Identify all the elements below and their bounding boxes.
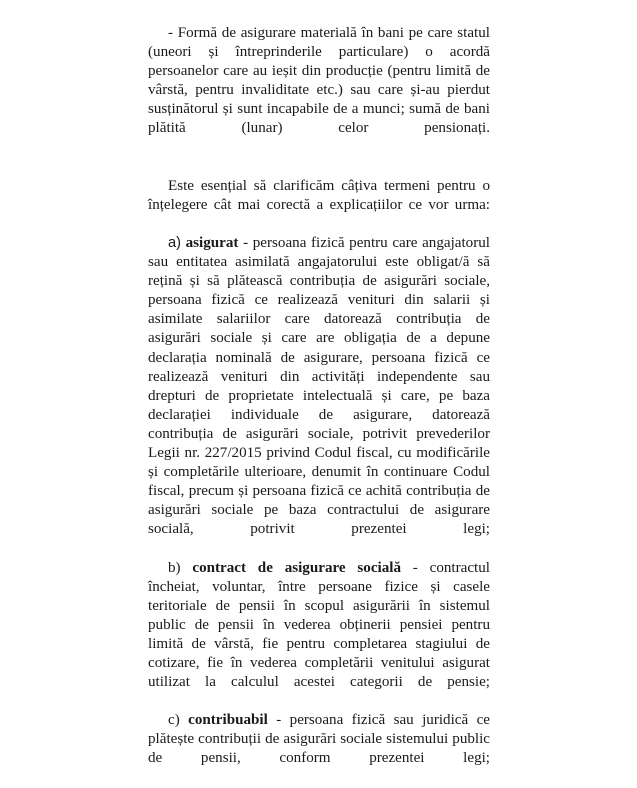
defined-term-contract-de-asigurare-sociala: contract de asigurare socială bbox=[192, 559, 402, 576]
marker-space bbox=[181, 560, 193, 576]
text-column bbox=[148, 24, 490, 788]
defined-term-asigurat: asigurat bbox=[185, 234, 239, 251]
paragraph-item-c bbox=[148, 711, 490, 787]
paragraph-text: persoana fizică sau juridică ce plătește contribuții de asigurări sociale sistemului public de pensii, conform prezentei legi; bbox=[148, 712, 490, 767]
term-separator: - bbox=[238, 234, 253, 251]
list-marker-b: b) bbox=[168, 559, 181, 576]
list-marker-a: a) bbox=[168, 234, 181, 251]
marker-space bbox=[180, 712, 188, 728]
paragraph-clarification-lead bbox=[148, 177, 490, 234]
term-separator: - bbox=[267, 712, 290, 729]
paragraph-text: persoana fizică pentru care angajatorul sau entitatea asimilată angajatorului este obligat/ă să rețină și să plătească contribuția de asigurări sociale, persoana fizică ce realizează venituri din salarii și asimilate salariilor care datorează contribuția de asigurări sociale și care are obligația de a depune declarația nominală de asigurare, persoana fizică ce realizează venituri din activități independente sau drepturi de proprietate intelectuală și care, pe baza declarației individuale de asigurare, datorează contribuția de asigurări sociale, potrivit prevederilor Legii nr. 227/2015 privind Codul fiscal, cu modificările și completările ulterioare, denumit în continuare Codul fiscal, precum și persoana fizică ce achită contribuția de asigurări sociale pe baza contractului de asigurare socială, potrivit prezentei legi; bbox=[148, 234, 490, 538]
paragraph-definition-intro bbox=[148, 24, 490, 158]
paragraph-item-b bbox=[148, 559, 490, 712]
paragraph-text: - Formă de asigurare materială în bani pe care statul (uneori și întreprinderile particulare) o acordă persoanelor care au ieșit din producție (pentru limită de vârstă, pentru invaliditate etc.) sau care și-au pierdut susținătorul și sunt incapabile de a munci; sumă de bani plătită (lunar) celor pensionați. bbox=[148, 25, 490, 137]
paragraph-text: Este esențial să clarificăm câțiva termeni pentru o înțelegere cât mai corectă a explicațiilor ce vor urma: bbox=[148, 177, 490, 213]
paragraph-text: contractul încheiat, voluntar, între persoane fizice și casele teritoriale de pensii în scopul asigurării în sistemul public de pensii în vederea obținerii pensiei pentru limită de vârstă, fie pentru completarea stagiului de cotizare, fie în vederea completării venitului asigurat utilizat la calculul acestei categorii de pensie; bbox=[148, 559, 490, 691]
list-marker-c: c) bbox=[168, 712, 180, 729]
defined-term-contribuabil: contribuabil bbox=[188, 712, 268, 729]
paragraph-item-a bbox=[148, 234, 490, 559]
term-separator: - bbox=[401, 559, 430, 576]
